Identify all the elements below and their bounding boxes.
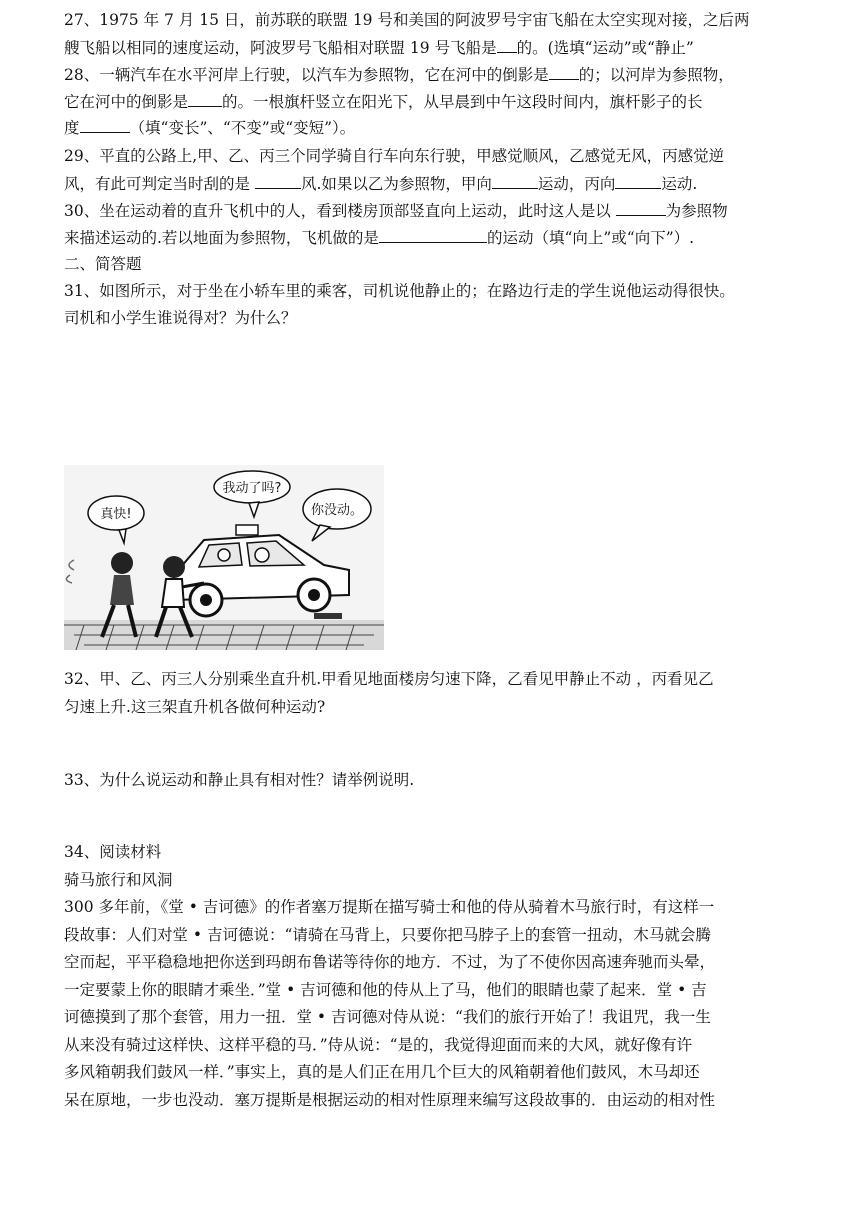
q31-line1: 31、如图所示，对于坐在小轿车里的乘客，司机说他静止的；在路边行走的学生说他运动得很快。: [64, 282, 735, 300]
q29-line2: 风，有此可判定当时刮的是 风.如果以乙为参照物，甲向 运动，丙向 运动.: [64, 172, 697, 195]
illustration-car-scene: [64, 465, 384, 650]
q33-line: 33、为什么说运动和静止具有相对性？请举例说明.: [64, 771, 415, 789]
q28-line2: 它在河中的倒影是 的。一根旗杆竖立在阳光下，从早晨到中午这段时间内，旗杆影子的长: [64, 90, 703, 113]
reading-line5: 诃德摸到了那个套管，用力一扭．堂 • 吉诃德对侍从说：“我们的旅行开始了！我诅咒，我一生: [64, 1008, 711, 1026]
reading-title: 骑马旅行和风洞: [64, 871, 173, 889]
answer-blank[interactable]: [497, 36, 517, 53]
q30-line2: 来描述运动的.若以地面为参照物，飞机做的是 的运动（填“向上”或“向下”）.: [64, 226, 694, 249]
reading-line1: 300 多年前，《堂 • 吉诃德》的作者塞万提斯在描写骑士和他的侍从骑着木马旅行时，有这样一: [64, 898, 715, 916]
q34-heading: 34、阅读材料: [64, 843, 162, 861]
reading-line2: 段故事：人们对堂 • 吉诃德说：“请骑在马背上，只要你把马脖子上的套管一扭动，木马就会腾: [64, 926, 711, 944]
q28-line1: 28、一辆汽车在水平河岸上行驶，以汽车为参照物，它在河中的倒影是 的；以河岸为参照物，: [64, 63, 734, 86]
bubble-not-moved: 你没动。: [310, 503, 364, 518]
reading-line7: 多风箱朝我们鼓风一样．”事实上，真的是人们正在用几个巨大的风箱朝着他们鼓风，木马却还: [64, 1063, 700, 1081]
q27-line2: 艘飞船以相同的速度运动，阿波罗号飞船相对联盟 19 号飞船是 的。(选填“运动”或“静止”: [64, 36, 694, 59]
q30-line1: 30、坐在运动着的直升飞机中的人，看到楼房顶部竖直向上运动，此时这人是以 为参照物: [64, 199, 728, 222]
answer-blank[interactable]: [80, 116, 130, 133]
answer-blank[interactable]: [615, 172, 661, 189]
answer-blank[interactable]: [188, 90, 222, 107]
answer-blank[interactable]: [549, 63, 579, 80]
answer-blank[interactable]: [492, 172, 538, 189]
q32-line1: 32、甲、乙、丙三人分别乘坐直升机.甲看见地面楼房匀速下降，乙看见甲静止不动 ，丙看见乙: [64, 670, 714, 688]
section-heading: 二、简答题: [64, 255, 142, 273]
q29-line1: 29、平直的公路上,甲、乙、丙三个同学骑自行车向东行驶，甲感觉顺风，乙感觉无风，丙感觉逆: [64, 147, 725, 165]
q28-line3: 度 （填“变长”、“不变”或“变短”）。: [64, 116, 355, 139]
answer-blank[interactable]: [616, 199, 666, 216]
q31-line2: 司机和小学生谁说得对？为什么？: [64, 309, 297, 327]
answer-blank[interactable]: [379, 226, 487, 243]
q27-line1: 27、1975 年 7 月 15 日，前苏联的联盟 19 号和美国的阿波罗号宇宙飞船在太空实现对接，之后两: [64, 11, 750, 29]
reading-line8: 呆在原地，一步也没动．塞万提斯是根据运动的相对性原理来编写这段故事的．由运动的相对性: [64, 1091, 716, 1109]
reading-line4: 一定要蒙上你的眼睛才乘坐．”堂 • 吉诃德和他的侍从上了马，他们的眼睛也蒙了起来．堂 • 吉: [64, 981, 707, 999]
bubble-fast: 真快!: [100, 507, 132, 522]
bubble-moved: 我动了吗?: [222, 481, 282, 496]
reading-line6: 从来没有骑过这样快、这样平稳的马．”侍从说：“是的，我觉得迎面而来的大风，就好像有许: [64, 1036, 693, 1054]
q32-line2: 匀速上升.这三架直升机各做何种运动?: [64, 698, 326, 716]
answer-blank[interactable]: [255, 172, 301, 189]
reading-line3: 空而起，平平稳稳地把你送到玛朗布鲁诺等待你的地方．不过，为了不使你因高速奔驰而头晕，: [64, 953, 716, 971]
